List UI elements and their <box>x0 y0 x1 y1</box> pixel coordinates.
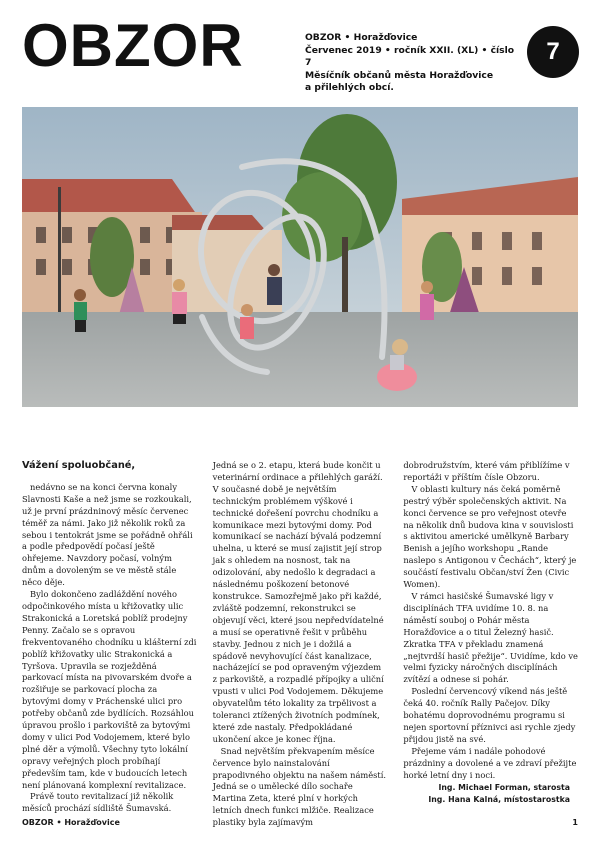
article-column-3 <box>403 460 578 829</box>
cover-photo <box>22 107 578 407</box>
town-square-photo-illustration <box>22 107 578 407</box>
signature-mayor: Ing. Michael Forman, starosta <box>438 783 571 793</box>
signature-deputy-mayor: Ing. Hana Kalná, místostarostka <box>428 795 571 805</box>
paragraph: Snad největším překvapením měsíce července bylo nainstalování prapodivného objektu na našem náměstí. Jedná se o umělecké dílo sochaře Martina Zeta, které plní v horkých letních dnech funkci mlžiče. Realizace plastiky byla zajímavým <box>212 745 387 828</box>
paragraph: Přejeme vám i nadále pohodové prázdniny a dovolené a ve zdraví přežijte horké letní dny i noci. <box>403 745 577 780</box>
footer-publication: OBZOR • Horažďovice <box>22 818 120 827</box>
article-column-1 <box>22 460 197 829</box>
article-column-2 <box>213 460 388 829</box>
page-number: 1 <box>572 818 578 827</box>
issue-meta <box>305 32 520 95</box>
article-greeting: Vážení spoluobčané, <box>22 460 136 471</box>
paragraph: dobrodružstvím, které vám přiblížíme v reportáži v příštím čísle Obzoru. <box>403 460 570 482</box>
meta-line-description-2: a přilehlých obcí. <box>305 82 394 93</box>
editorial-article <box>22 460 578 829</box>
paragraph: V oblasti kultury nás čeká poměrně pestrý výběr společenských aktivit. Na konci července se pro veřejnost otevře na několik dnů budova kina v souvislosti s aktivitou americké umělkyně Barbary Benish a jejího workshopu „Rande naslepo s Antigonou v Čechách“, který je součástí festivalu Občan/ství Žen (Civic Women). <box>403 483 577 590</box>
paragraph: Bylo dokončeno zadláždění nového odpočinkového místa u křižovatky ulic Strakonická a Loretská poblíž prodejny Penny. Začalo se s opravou frekventovaného chodníku u klášterní zdi poblíž křižovatky ulic Strakonická a Tyršova. Upravila se rozježděná parkovací místa na pivovarském dvoře a rozšiřuje se parkovací plocha za bytovými domy v Práchenské ulici pro potřeby občanů zde bydlících. Rozsáhlou úpravou prošlo i parkoviště za bytovými domy v ulici Pod Vodojemem, které bylo plné děr a výmolů. Všechny tyto lokální opravy veřejných ploch probíhají především tam, kde v budoucích letech není plánovaná komplexní revitalizace. <box>22 589 197 790</box>
masthead <box>22 12 582 93</box>
meta-line-publication: OBZOR • Horažďovice <box>305 32 418 43</box>
paragraph: V rámci hasičské Šumavské ligy v disciplínách TFA uvidíme 10. 8. na náměstí souboj o Pohár města Horažďovice a o titul Železný hasič. Zkratka TFA v překladu znamená „nejtvrdší hasič přežije“. Uvidíme, kdo ve velmi fyzicky náročných disciplínách zvítězí a odnese si pohár. <box>403 590 578 685</box>
page-footer <box>22 818 578 827</box>
paragraph: Poslední červencový víkend nás ještě čeká 40. ročník Rally Pačejov. Díky bohatému doprovodnému programu si nejen sportovní příznivci asi rychle zjedy přijdou jistě na své. <box>403 686 576 744</box>
paragraph: nedávno se na konci června konaly Slavnosti Kaše a než jsme se rozkoukali, už je první prázdninový měsíc červenec téměř za námi. Jako již několik roků za sebou i tentokrát jsme se pořádně ohřáli a podle předpovědí počasí ještě ohřejeme. Navzdory počasí, volným dnům a dovoleným se ve městě stále něco děje. <box>22 481 193 588</box>
paragraph: Jedná se o 2. etapu, která bude končit u veterinární ordinace a přilehlých garáží. V současné době je největším technickým problémem výškové i technické dořešení povrchu chodníku a komunikace mezi bytovými domy. Pod komunikací se nachází bývalá podzemní uhelna, u které se musí zajistit její strop jak s ohledem na nosnost, tak na odizolování, aby nedošlo k degradaci a následnému poškození betonové konstrukce. Samozřejmě jako při každé, zvláště podzemní, rekonstrukci se objevují věci, které jsou nepředvídatelné a musí se operativně řešit v průběhu stavby. Jednou z nich je i dožilá a spádově nevyhovující část kanalizace, nacházející se pod opraveným výjezdem z parkoviště, a rozpadlé přípojky a uliční vpusti v ulici Pod Vodojemem. Děkujeme obyvatelům této lokality za trpělivost a toleranci ztížených životních podmínek, které zde nastaly. Předpokládané ukončení akce je konec října. <box>212 460 384 744</box>
meta-line-date-issue: Červenec 2019 • ročník XXII. (XL) • číslo 7 <box>305 44 515 68</box>
paragraph: Právě touto revitalizací již několik měsíců prochází sídliště Šumavská. <box>22 791 174 814</box>
issue-number-badge: 7 <box>527 26 579 78</box>
meta-line-description: Měsíčník občanů města Horažďovice <box>305 69 494 81</box>
magazine-logo: OBZOR <box>22 12 244 79</box>
